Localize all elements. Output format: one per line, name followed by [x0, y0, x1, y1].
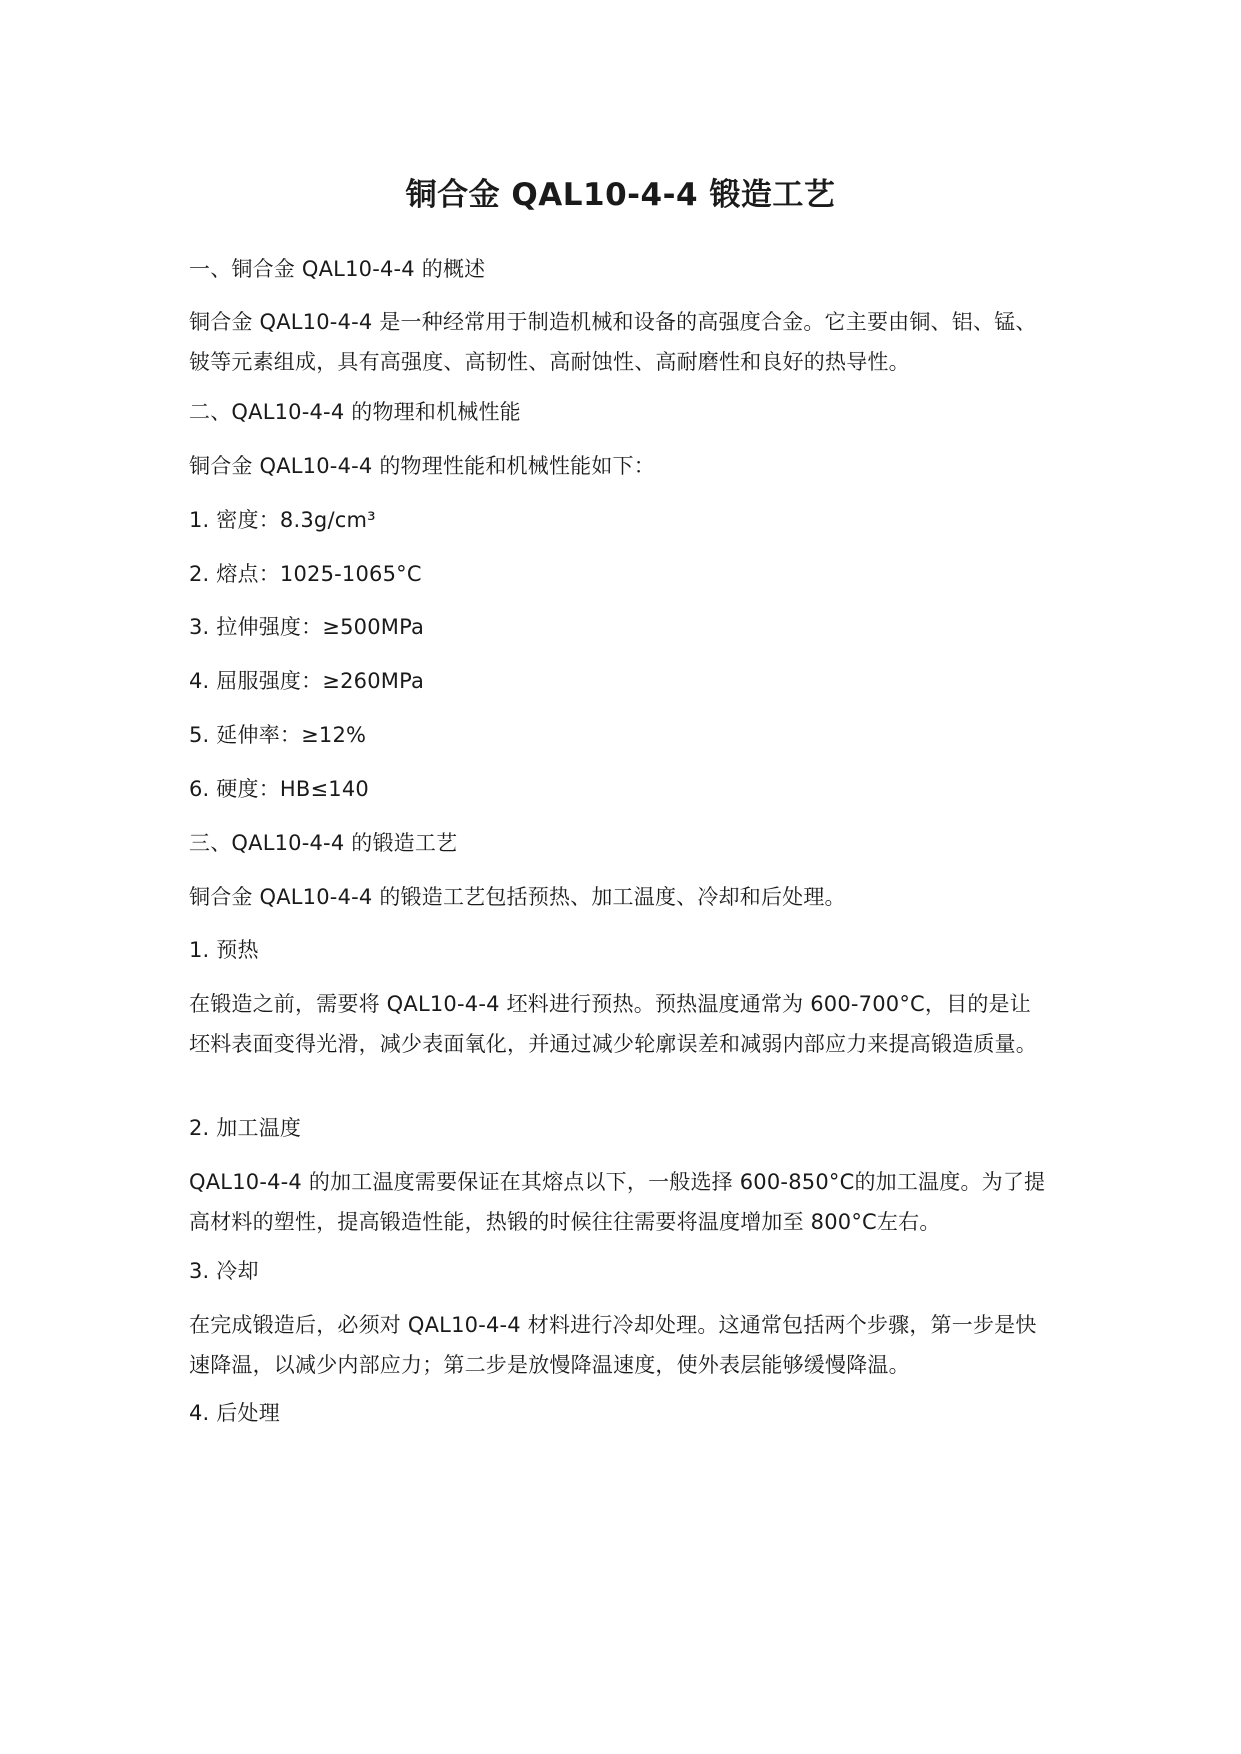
- overview-paragraph: 铜合金 QAL10-4-4 是一种经常用于制造机械和设备的高强度合金。它主要由铜、铝、锰、铍等元素组成，具有高强度、高韧性、高耐蚀性、高耐磨性和良好的热导性。: [189, 310, 1037, 374]
- property-item: 4. 屈服强度：≥260MPa: [189, 669, 425, 693]
- section-heading-overview: 一、铜合金 QAL10-4-4 的概述: [189, 257, 486, 281]
- properties-intro: 铜合金 QAL10-4-4 的物理性能和机械性能如下：: [189, 454, 655, 478]
- step-heading-cooling: 3. 冷却: [189, 1259, 259, 1283]
- property-item: 1. 密度：8.3g/cm³: [189, 508, 376, 532]
- section-heading-properties: 二、QAL10-4-4 的物理和机械性能: [189, 400, 521, 424]
- step-heading-processing-temperature: 2. 加工温度: [189, 1116, 302, 1140]
- step-paragraph-cooling: 在完成锻造后，必须对 QAL10-4-4 材料进行冷却处理。这通常包括两个步骤，第一步是快速降温，以减少内部应力；第二步是放慢降温速度，使外表层能够缓慢降温。: [189, 1313, 1037, 1377]
- document-title: 铜合金 QAL10-4-4 锻造工艺: [405, 177, 836, 213]
- step-heading-post-treatment: 4. 后处理: [189, 1401, 280, 1425]
- property-item: 3. 拉伸强度：≥500MPa: [189, 615, 425, 639]
- step-paragraph-preheat: 在锻造之前，需要将 QAL10-4-4 坯料进行预热。预热温度通常为 600-700°C，目的是让坯料表面变得光滑，减少表面氧化，并通过减少轮廓误差和减弱内部应力来提高锻造质量。: [189, 992, 1037, 1056]
- section-heading-forging: 三、QAL10-4-4 的锻造工艺: [189, 831, 458, 855]
- property-item: 5. 延伸率：≥12%: [189, 723, 367, 747]
- property-item: 2. 熔点：1025-1065°C: [189, 562, 422, 586]
- forging-intro: 铜合金 QAL10-4-4 的锻造工艺包括预热、加工温度、冷却和后处理。: [189, 885, 846, 909]
- property-item: 6. 硬度：HB≤140: [189, 777, 369, 801]
- step-paragraph-processing-temperature: QAL10-4-4 的加工温度需要保证在其熔点以下，一般选择 600-850°C的加工温度。为了提高材料的塑性，提高锻造性能，热锻的时候往往需要将温度增加至 800°C左右。: [189, 1170, 1046, 1234]
- step-heading-preheat: 1. 预热: [189, 938, 259, 962]
